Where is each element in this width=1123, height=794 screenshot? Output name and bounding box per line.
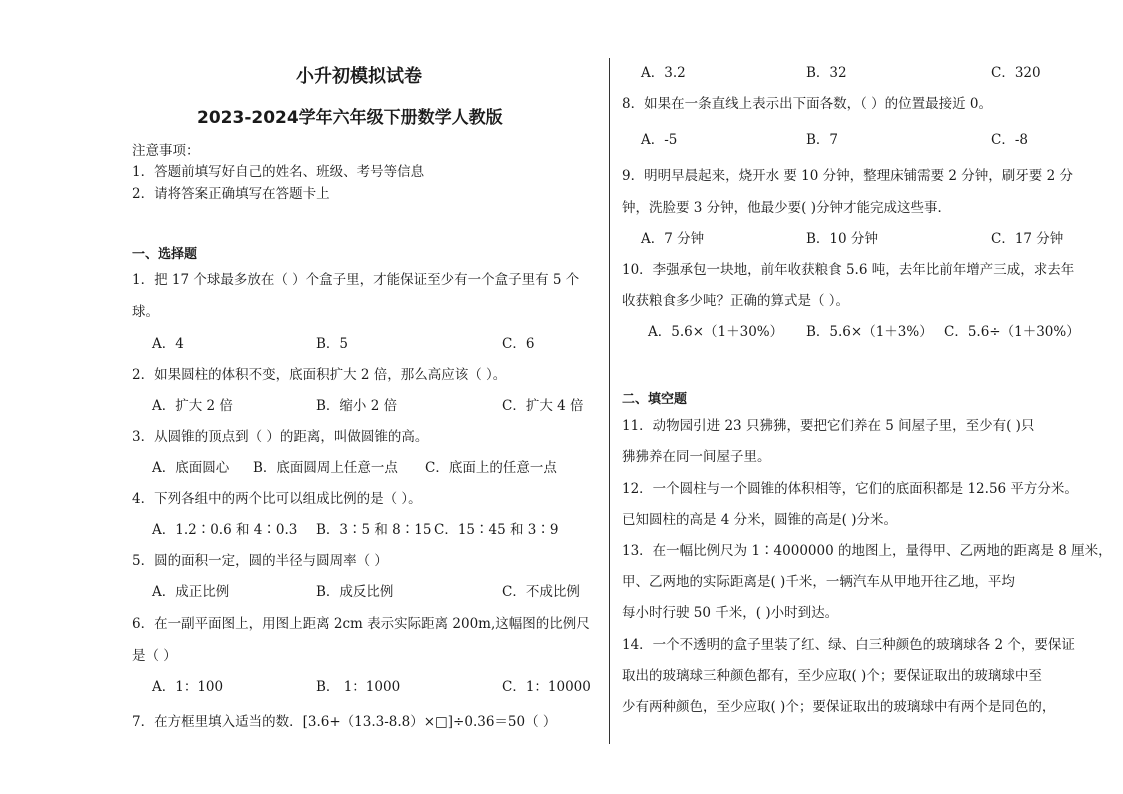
q14-stem-line3: 少有两种颜色，至少应取( )个；要保证取出的玻璃球中有两个是同色的，	[622, 699, 1056, 715]
section-title-choice: 一、选择题	[132, 247, 198, 262]
q6-stem-line2: 是（ ）	[132, 648, 177, 664]
q5-stem: 5．圆的面积一定，圆的半径与圆周率（ ）	[132, 553, 388, 569]
q3-option-a: A．底面圆心	[152, 460, 230, 476]
q11-stem-line2: 狒狒养在同一间屋子里。	[622, 449, 771, 465]
q3-option-b: B．底面圆周上任意一点	[253, 460, 398, 476]
q5-option-c: C．不成比例	[502, 584, 580, 600]
page-subtitle: 2023-2024学年六年级下册数学人教版	[197, 108, 503, 128]
q8-option-b: B．7	[806, 132, 839, 148]
q1-stem-line2: 球。	[132, 304, 159, 320]
q5-option-a: A．成正比例	[152, 584, 230, 600]
q3-stem: 3．从圆锥的顶点到（ ）的距离，叫做圆锥的高。	[132, 429, 429, 445]
q9-option-a: A．7 分钟	[641, 231, 705, 247]
q1-option-b: B．5	[316, 336, 349, 352]
notes-item-2: 2．请将答案正确填写在答题卡上	[132, 186, 330, 202]
q14-stem-line1: 14．一个不透明的盒子里装了红、绿、白三种颜色的玻璃球各 2 个，要保证	[622, 637, 1075, 653]
q4-option-b: B．3∶5 和 8∶15	[316, 522, 432, 538]
q6-stem-line1: 6．在一副平面图上，用图上距离 2cm 表示实际距离 200m,这幅图的比例尺	[132, 616, 590, 632]
section-title-fill: 二、填空题	[622, 392, 688, 407]
q6-option-c: C．1：10000	[502, 679, 591, 695]
q10-option-a: A．5.6×（1＋30%）	[648, 324, 784, 340]
q9-option-b: B．10 分钟	[806, 231, 878, 247]
q2-option-c: C．扩大 4 倍	[502, 398, 584, 414]
q2-stem: 2．如果圆柱的体积不变，底面积扩大 2 倍，那么高应该（ ）。	[132, 367, 507, 383]
q12-stem-line1: 12．一个圆柱与一个圆锥的体积相等，它们的底面积都是 12.56 平方分米。	[622, 481, 1078, 497]
q13-stem-line1: 13．在一幅比例尺为 1∶4000000 的地图上，量得甲、乙两地的距离是 8 厘米，	[622, 543, 1112, 559]
q14-stem-line2: 取出的玻璃球三种颜色都有，至少应取( )个；要保证取出的玻璃球中至	[622, 668, 1042, 684]
q2-option-b: B．缩小 2 倍	[316, 398, 398, 414]
q9-stem-line2: 钟，洗脸要 3 分钟，他最少要( )分钟才能完成这些事．	[622, 200, 951, 216]
q8-option-a: A．-5	[641, 132, 678, 148]
q7-option-a: A．3.2	[641, 65, 686, 81]
q3-option-c: C．底面上的任意一点	[425, 460, 557, 476]
q8-stem: 8．如果在一条直线上表示出下面各数，（ ）的位置最接近 0。	[622, 96, 993, 112]
q2-option-a: A．扩大 2 倍	[152, 398, 233, 414]
q9-option-c: C．17 分钟	[991, 231, 1064, 247]
q10-stem-line2: 收获粮食多少吨？正确的算式是（ ）。	[622, 293, 850, 309]
q7-option-b: B．32	[806, 65, 847, 81]
q6-option-a: A．1：100	[152, 679, 224, 695]
q12-stem-line2: 已知圆柱的高是 4 分米，圆锥的高是( )分米。	[622, 512, 897, 528]
q1-option-c: C．6	[502, 336, 535, 352]
q1-option-a: A．4	[152, 336, 184, 352]
q10-option-c: C．5.6÷（1＋30%）	[944, 324, 1080, 340]
q13-stem-line2: 甲、乙两地的实际距离是( )千米，一辆汽车从甲地开往乙地，平均	[622, 574, 1015, 590]
column-divider	[609, 58, 610, 744]
notes-item-1: 1．答题前填写好自己的姓名、班级、考号等信息	[132, 164, 425, 180]
q6-option-b: B． 1：1000	[316, 679, 401, 695]
q7-stem: 7．在方框里填入适当的数．[3.6+（13.3-8.8）×□]÷0.36＝50（ ）	[132, 714, 557, 730]
q1-stem-line1: 1．把 17 个球最多放在（ ）个盒子里，才能保证至少有一个盒子里有 5 个	[132, 272, 580, 288]
q4-option-c: C．15∶45 和 3∶9	[434, 522, 559, 538]
q4-option-a: A．1.2∶0.6 和 4∶0.3	[152, 522, 298, 538]
page-title: 小升初模拟试卷	[296, 66, 422, 87]
q13-stem-line3: 每小时行驶 50 千米，( )小时到达。	[622, 605, 839, 621]
notes-heading: 注意事项：	[132, 143, 200, 159]
q4-stem: 4．下列各组中的两个比可以组成比例的是（ ）。	[132, 491, 422, 507]
q8-option-c: C．-8	[991, 132, 1028, 148]
q7-option-c: C．320	[991, 65, 1041, 81]
q10-option-b: B．5.6×（1＋3%）	[806, 324, 933, 340]
q9-stem-line1: 9．明明早晨起来，烧开水 要 10 分钟，整理床铺需要 2 分钟，刷牙要 2 分	[622, 168, 1073, 184]
q10-stem-line1: 10．李强承包一块地，前年收获粮食 5.6 吨，去年比前年增产三成，求去年	[622, 262, 1075, 278]
q5-option-b: B．成反比例	[316, 584, 394, 600]
q11-stem-line1: 11．动物园引进 23 只狒狒，要把它们养在 5 间屋子里，至少有( )只	[622, 418, 1035, 434]
